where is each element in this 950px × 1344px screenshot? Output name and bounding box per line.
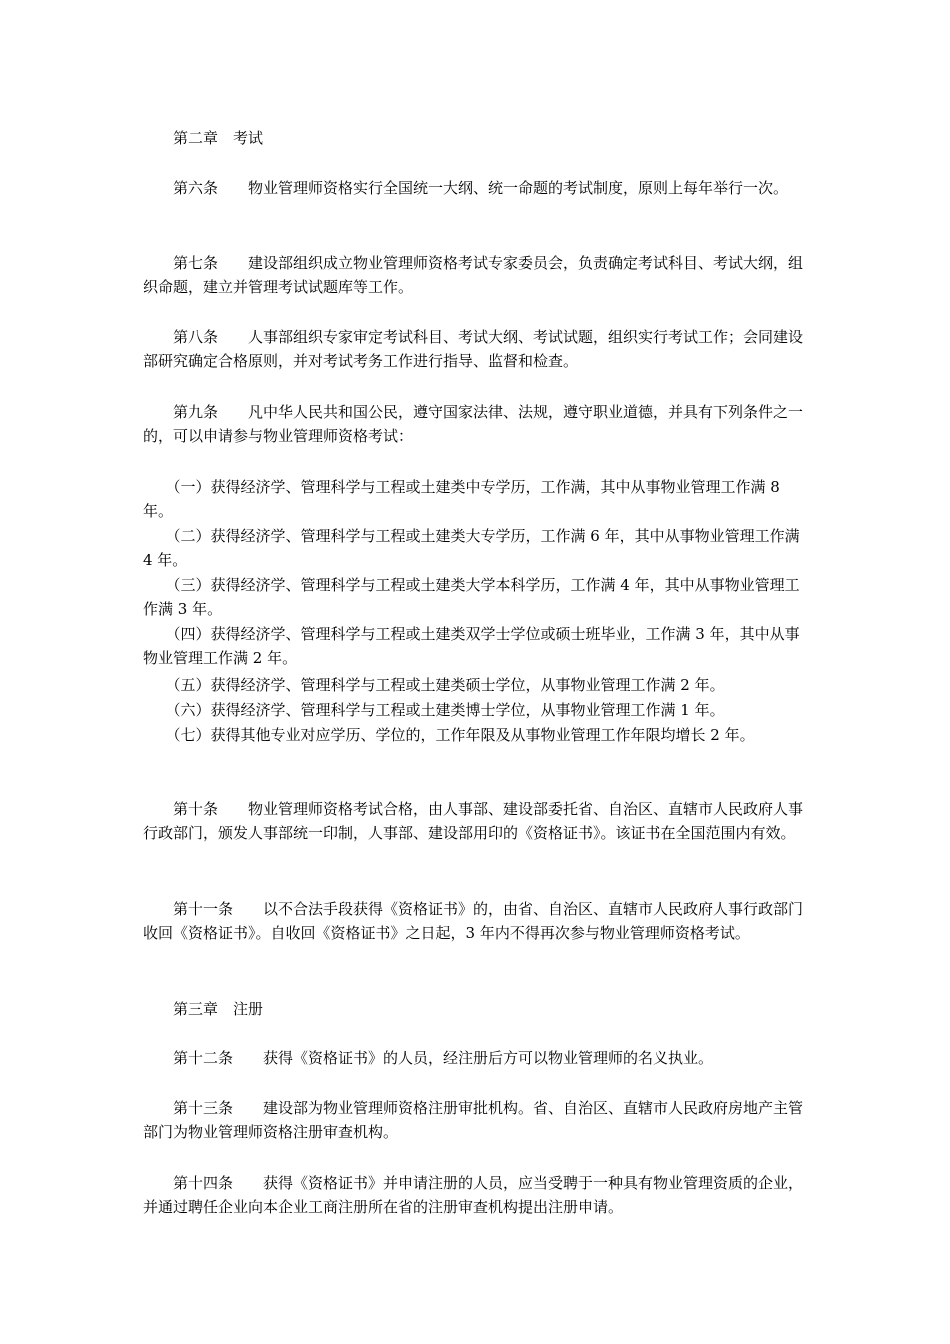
list-item: （四）获得经济学、管理科学与工程或土建类双学士学位或硕士班毕业，工作满 3 年，其中从事物业管理工作满 2 年。: [143, 625, 800, 667]
article-paragraph: 第十条 物业管理师资格考试合格，由人事部、建设部委托省、自治区、直辖市人民政府人事行政部门，颁发人事部统一印制，人事部、建设部用印的《资格证书》。该证书在全国范围内有效。: [143, 800, 804, 842]
article-paragraph: 第十一条 以不合法手段获得《资格证书》的，由省、自治区、直辖市人民政府人事行政部门收回《资格证书》。自收回《资格证书》之日起，3 年内不得再次参与物业管理师资格考试。: [143, 900, 804, 942]
article-paragraph: 第十二条 获得《资格证书》的人员，经注册后方可以物业管理师的名义执业。: [143, 1049, 714, 1067]
article-paragraph: 第九条 凡中华人民共和国公民，遵守国家法律、法规，遵守职业道德，并具有下列条件之一的，可以申请参与物业管理师资格考试：: [143, 403, 804, 445]
list-item: （七）获得其他专业对应学历、学位的，工作年限及从事物业管理工作年限均增长 2 年。: [143, 726, 755, 744]
article-paragraph: 第七条 建设部组织成立物业管理师资格考试专家委员会，负责确定考试科目、考试大纲，组织命题，建立并管理考试试题库等工作。: [143, 254, 804, 296]
list-item: （二）获得经济学、管理科学与工程或土建类大专学历，工作满 6 年，其中从事物业管理工作满 4 年。: [143, 527, 800, 569]
article-paragraph: 第十三条 建设部为物业管理师资格注册审批机构。省、自治区、直辖市人民政府房地产主管部门为物业管理师资格注册审查机构。: [143, 1099, 804, 1141]
list-item: （三）获得经济学、管理科学与工程或土建类大学本科学历，工作满 4 年，其中从事物业管理工作满 3 年。: [143, 576, 800, 618]
article-paragraph: 第十四条 获得《资格证书》并申请注册的人员，应当受聘于一种具有物业管理资质的企业，并通过聘任企业向本企业工商注册所在省的注册审查机构提出注册申请。: [143, 1174, 804, 1216]
document-page: [143, 0, 813, 1344]
chapter-heading: 第三章 注册: [143, 1000, 264, 1018]
article-paragraph: 第六条 物业管理师资格实行全国统一大纲、统一命题的考试制度，原则上每年举行一次。: [143, 179, 789, 197]
list-item: （六）获得经济学、管理科学与工程或土建类博士学位，从事物业管理工作满 1 年。: [143, 701, 725, 719]
list-item: （五）获得经济学、管理科学与工程或土建类硕士学位，从事物业管理工作满 2 年。: [143, 676, 725, 694]
article-paragraph: 第八条 人事部组织专家审定考试科目、考试大纲、考试试题，组织实行考试工作；会同建设部研究确定合格原则，并对考试考务工作进行指导、监督和检查。: [143, 328, 804, 370]
chapter-heading: 第二章 考试: [143, 129, 264, 147]
list-item: （一）获得经济学、管理科学与工程或土建类中专学历，工作满，其中从事物业管理工作满 8 年。: [143, 478, 780, 520]
